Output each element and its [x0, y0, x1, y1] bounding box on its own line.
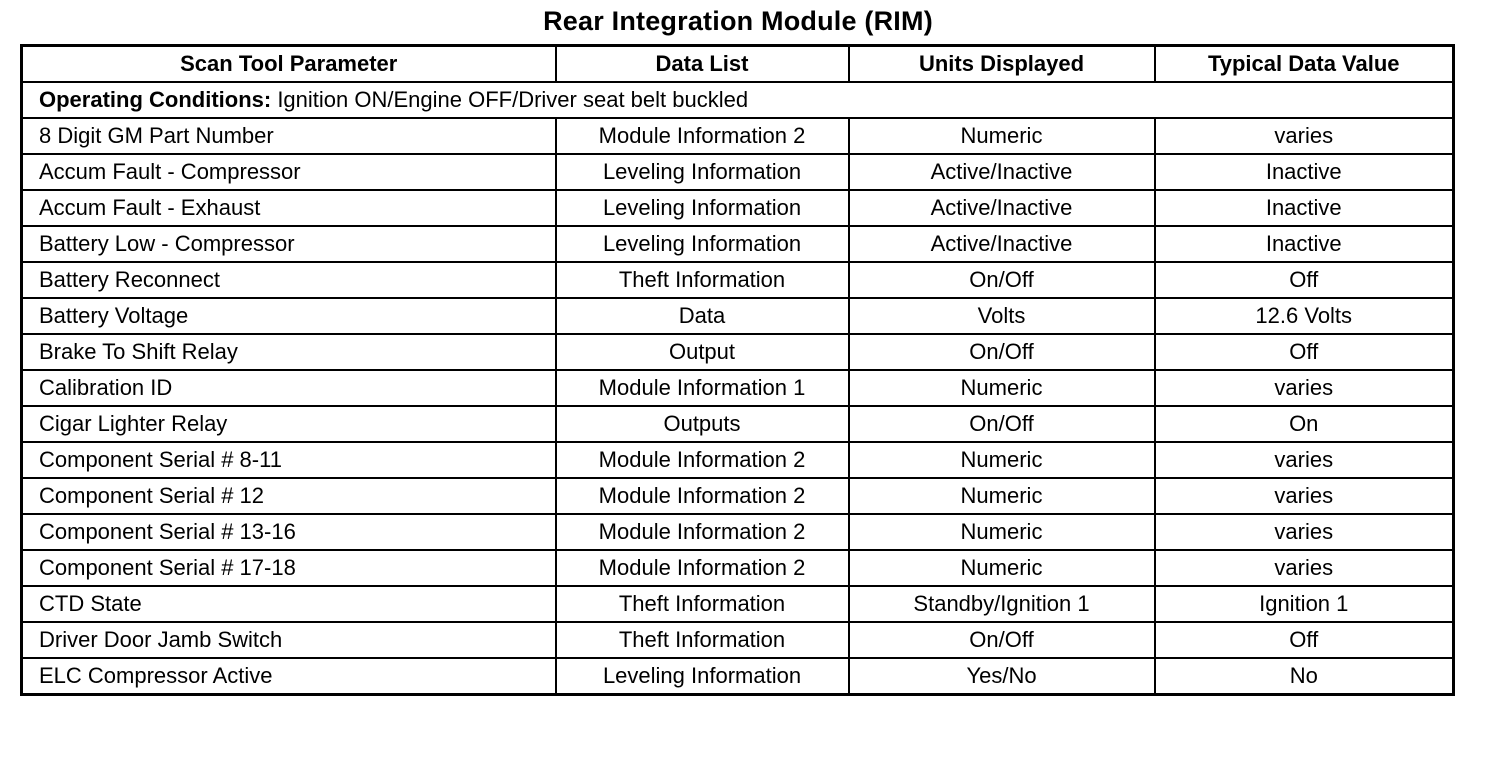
operating-conditions-row: [22, 82, 1454, 118]
units-displayed-cell: On/Off: [849, 334, 1155, 370]
typical-data-value-cell: varies: [1155, 514, 1454, 550]
typical-data-value-cell: Inactive: [1155, 226, 1454, 262]
typical-data-value-cell: Inactive: [1155, 190, 1454, 226]
typical-data-value-cell: Ignition 1: [1155, 586, 1454, 622]
scan-tool-parameter-cell: ELC Compressor Active: [22, 658, 556, 695]
table-row: [22, 442, 1454, 478]
units-displayed-cell: Volts: [849, 298, 1155, 334]
data-list-cell: Theft Information: [556, 586, 849, 622]
units-displayed-cell: Numeric: [849, 550, 1155, 586]
scan-tool-parameter-cell: Brake To Shift Relay: [22, 334, 556, 370]
scan-tool-parameter-cell: CTD State: [22, 586, 556, 622]
data-list-cell: Theft Information: [556, 622, 849, 658]
table-row: [22, 262, 1454, 298]
operating-conditions-text: Ignition ON/Engine OFF/Driver seat belt buckled: [271, 87, 749, 112]
table-row: [22, 586, 1454, 622]
scan-tool-parameter-cell: 8 Digit GM Part Number: [22, 118, 556, 154]
data-list-cell: Module Information 2: [556, 442, 849, 478]
table-row: [22, 154, 1454, 190]
table-row: [22, 190, 1454, 226]
scan-tool-parameter-cell: Accum Fault - Exhaust: [22, 190, 556, 226]
scan-tool-parameter-cell: Component Serial # 8-11: [22, 442, 556, 478]
column-header-scan-tool-parameter: Scan Tool Parameter: [22, 46, 556, 83]
typical-data-value-cell: varies: [1155, 478, 1454, 514]
units-displayed-cell: Active/Inactive: [849, 226, 1155, 262]
typical-data-value-cell: Inactive: [1155, 154, 1454, 190]
data-list-cell: Outputs: [556, 406, 849, 442]
data-list-cell: Module Information 2: [556, 550, 849, 586]
typical-data-value-cell: Off: [1155, 622, 1454, 658]
data-list-cell: Leveling Information: [556, 154, 849, 190]
scan-tool-parameter-cell: Battery Voltage: [22, 298, 556, 334]
scan-tool-parameter-cell: Component Serial # 12: [22, 478, 556, 514]
typical-data-value-cell: varies: [1155, 118, 1454, 154]
scan-tool-parameter-cell: Accum Fault - Compressor: [22, 154, 556, 190]
table-row: [22, 514, 1454, 550]
table-row: [22, 226, 1454, 262]
scan-tool-parameter-cell: Calibration ID: [22, 370, 556, 406]
operating-conditions-cell: [22, 82, 1454, 118]
units-displayed-cell: Numeric: [849, 442, 1155, 478]
units-displayed-cell: Numeric: [849, 514, 1155, 550]
data-list-cell: Leveling Information: [556, 658, 849, 695]
data-list-cell: Module Information 2: [556, 118, 849, 154]
typical-data-value-cell: No: [1155, 658, 1454, 695]
units-displayed-cell: On/Off: [849, 262, 1155, 298]
operating-conditions-label: Operating Conditions:: [39, 87, 272, 112]
data-list-cell: Leveling Information: [556, 190, 849, 226]
table-row: [22, 334, 1454, 370]
table-row: [22, 622, 1454, 658]
column-header-units-displayed: Units Displayed: [849, 46, 1155, 83]
table-row: [22, 370, 1454, 406]
column-header-data-list: Data List: [556, 46, 849, 83]
rim-data-table: [20, 44, 1455, 696]
data-list-cell: Theft Information: [556, 262, 849, 298]
typical-data-value-cell: Off: [1155, 262, 1454, 298]
units-displayed-cell: On/Off: [849, 406, 1155, 442]
table-row: [22, 118, 1454, 154]
table-row: [22, 550, 1454, 586]
scan-tool-parameter-cell: Cigar Lighter Relay: [22, 406, 556, 442]
table-row: [22, 478, 1454, 514]
typical-data-value-cell: On: [1155, 406, 1454, 442]
typical-data-value-cell: varies: [1155, 550, 1454, 586]
scan-tool-parameter-cell: Battery Low - Compressor: [22, 226, 556, 262]
typical-data-value-cell: varies: [1155, 442, 1454, 478]
scan-tool-parameter-cell: Battery Reconnect: [22, 262, 556, 298]
units-displayed-cell: Active/Inactive: [849, 190, 1155, 226]
scan-tool-parameter-cell: Component Serial # 17-18: [22, 550, 556, 586]
units-displayed-cell: Numeric: [849, 370, 1155, 406]
data-list-cell: Module Information 2: [556, 478, 849, 514]
scan-tool-parameter-cell: Driver Door Jamb Switch: [22, 622, 556, 658]
units-displayed-cell: Numeric: [849, 118, 1155, 154]
typical-data-value-cell: varies: [1155, 370, 1454, 406]
table-header-row: [22, 46, 1454, 83]
typical-data-value-cell: 12.6 Volts: [1155, 298, 1454, 334]
data-list-cell: Data: [556, 298, 849, 334]
units-displayed-cell: Numeric: [849, 478, 1155, 514]
column-header-typical-data-value: Typical Data Value: [1155, 46, 1454, 83]
units-displayed-cell: Active/Inactive: [849, 154, 1155, 190]
data-list-cell: Output: [556, 334, 849, 370]
units-displayed-cell: On/Off: [849, 622, 1155, 658]
page-title: Rear Integration Module (RIM): [543, 6, 933, 36]
table-row: [22, 658, 1454, 695]
data-list-cell: Leveling Information: [556, 226, 849, 262]
units-displayed-cell: Yes/No: [849, 658, 1155, 695]
data-list-cell: Module Information 2: [556, 514, 849, 550]
units-displayed-cell: Standby/Ignition 1: [849, 586, 1155, 622]
table-row: [22, 406, 1454, 442]
table-row: [22, 298, 1454, 334]
typical-data-value-cell: Off: [1155, 334, 1454, 370]
scan-tool-parameter-cell: Component Serial # 13-16: [22, 514, 556, 550]
data-list-cell: Module Information 1: [556, 370, 849, 406]
